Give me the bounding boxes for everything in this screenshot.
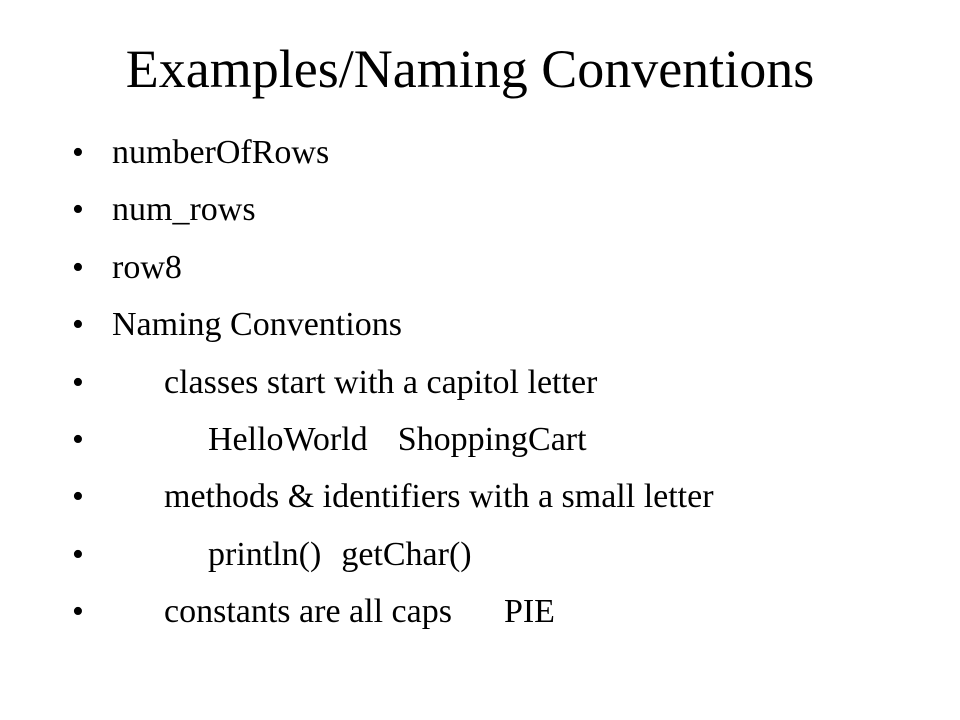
bullet-dot: • [72,134,84,171]
bullet-dot: • [72,478,84,516]
bullet-dot: • [72,191,84,229]
bullet-text [208,528,472,582]
bullet-dot: • [72,420,84,458]
slide-title: Examples/Naming Conventions [125,39,815,99]
list-item [72,585,932,642]
bullet-dot: • [72,306,84,344]
list-item [72,183,932,240]
class-example: HelloWorld [208,420,368,458]
bullet-text: methods & identifiers with a small letter [164,478,714,516]
bullet-text: classes start with a capitol letter [164,363,598,401]
list-item [72,126,932,183]
bullet-dot: • [72,535,84,573]
constant-example: PIE [503,593,555,631]
bullet-text: row8 [112,248,182,286]
bullet-text [164,585,555,639]
bullet-text: Naming Conventions [112,306,402,344]
constants-rule: constants are all caps [164,593,452,631]
bullet-list [72,126,932,643]
list-item [72,298,932,355]
method-example: println() [208,535,322,573]
list-item [72,241,932,298]
list-item [72,470,932,527]
method-example: getChar() [341,535,472,573]
list-item [72,356,932,413]
list-item [72,528,932,585]
bullet-dot: • [72,248,84,286]
list-item [72,413,932,470]
bullet-text: numberOfRows [112,134,330,171]
bullet-text: num_rows [112,191,256,229]
bullet-dot: • [72,363,84,401]
bullet-dot: • [72,593,84,631]
bullet-text [208,413,587,467]
class-example: ShoppingCart [397,420,587,458]
